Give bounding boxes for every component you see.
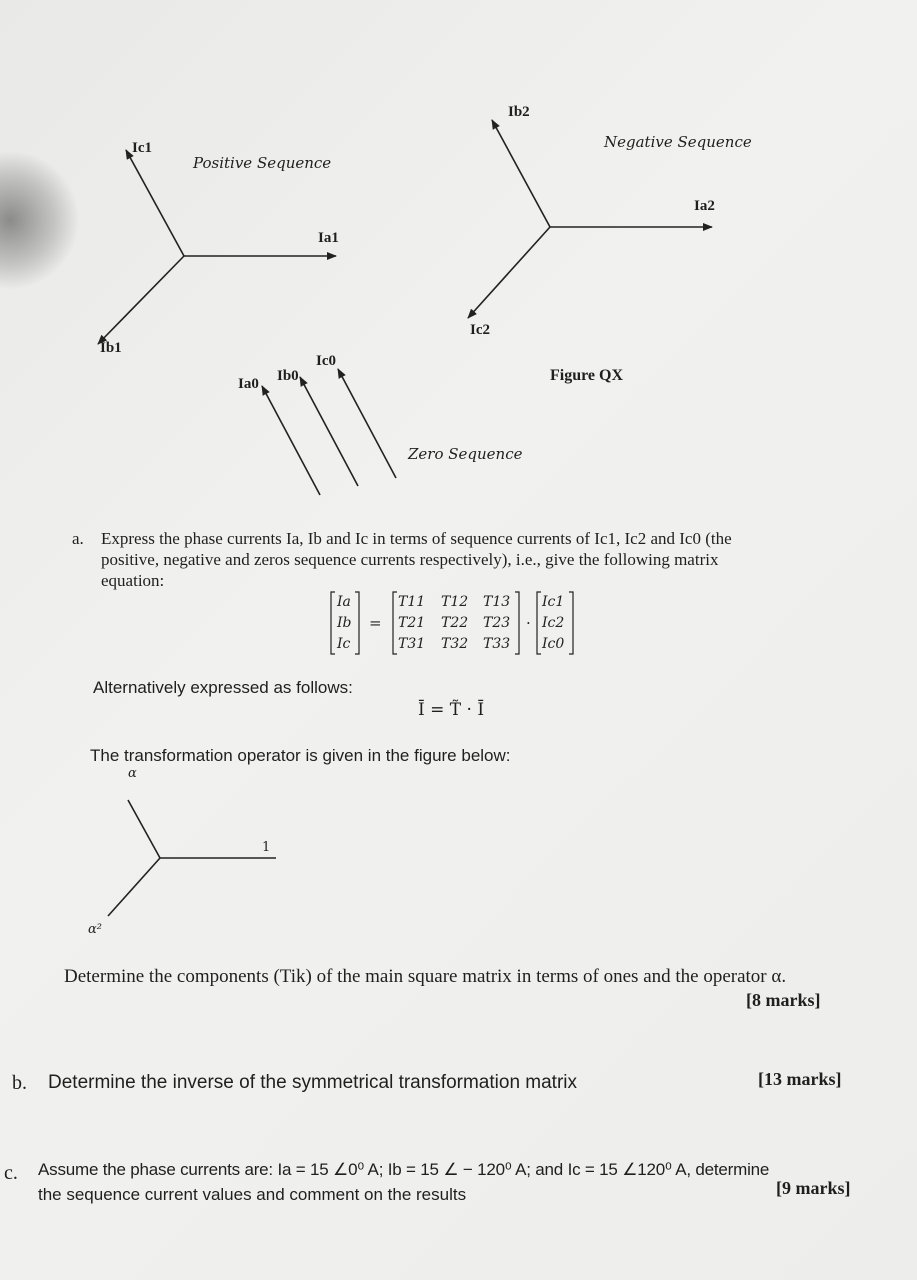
operator-alpha2-label: α² (88, 922, 102, 937)
zero-sequence-title: Zero Sequence (408, 445, 523, 463)
label-ia0: Ia0 (238, 376, 259, 392)
ib1-arrow (98, 256, 184, 344)
part-c-letter: c. (4, 1162, 18, 1184)
ia0-arrow (262, 386, 320, 495)
rhs-ic1: Ic1 (542, 594, 565, 610)
ic0-arrow (338, 369, 396, 478)
positive-sequence-title: Positive Sequence (193, 154, 332, 172)
lhs-ib: Ib (337, 615, 352, 631)
part-c-marks: [9 marks] (776, 1178, 851, 1198)
part-a-marks: [8 marks] (746, 990, 821, 1010)
operator-one-label: 1 (262, 840, 271, 855)
svg-text:·: · (526, 614, 531, 632)
t12: T12 (441, 594, 469, 610)
matrix-equation (325, 588, 585, 660)
label-ia1: Ia1 (318, 230, 339, 246)
part-c-line2: the sequence current values and comment on the results (38, 1185, 467, 1204)
label-ic2: Ic2 (470, 322, 490, 338)
t23: T23 (483, 615, 511, 631)
negative-sequence-title: Negative Sequence (604, 133, 752, 151)
zero-sequence-phasors (262, 369, 396, 495)
t11: T11 (398, 594, 426, 610)
t32: T32 (441, 636, 469, 652)
t21: T21 (398, 615, 426, 631)
operator-text: The transformation operator is given in the figure below: (90, 746, 511, 765)
lhs-ic: Ic (337, 636, 351, 652)
part-b-text: Determine the inverse of the symmetrical transformation matrix (48, 1072, 578, 1093)
figure-caption: Figure QX (550, 367, 624, 384)
alpha-line (128, 800, 160, 858)
label-ib1: Ib1 (100, 340, 122, 356)
part-a-question: Determine the components (Tik) of the main square matrix in terms of ones and the operator α. (64, 966, 787, 987)
part-a-line2: positive, negative and zeros sequence currents respectively), i.e., give the following matrix (101, 550, 719, 569)
rhs-ic0: Ic0 (542, 636, 565, 652)
label-ic0: Ic0 (316, 353, 336, 369)
operator-phasors (108, 800, 276, 916)
rhs-ic2: Ic2 (542, 615, 565, 631)
lhs-ia: Ia (337, 594, 351, 610)
ic2-arrow (468, 227, 550, 318)
label-ib0: Ib0 (277, 368, 299, 384)
alpha2-line (108, 858, 160, 916)
t13: T13 (483, 594, 511, 610)
alternative-text: Alternatively expressed as follows: (93, 678, 353, 697)
part-a-letter: a. (72, 529, 84, 548)
part-a-line3: equation: (101, 571, 165, 590)
positive-sequence-phasors (98, 150, 336, 344)
part-b-letter: b. (12, 1072, 27, 1094)
label-ic1: Ic1 (132, 140, 152, 156)
label-ia2: Ia2 (694, 198, 715, 214)
t22: T22 (441, 615, 469, 631)
t31: T31 (398, 636, 426, 652)
svg-text:=: = (369, 614, 382, 632)
ib0-arrow (300, 377, 358, 486)
t33: T33 (483, 636, 511, 652)
part-a-line1: Express the phase currents Ia, Ib and Ic in terms of sequence currents of Ic1, Ic2 and Ic0 (the (101, 529, 732, 548)
alternative-equation: Ī = T̃ · Ī (418, 700, 485, 720)
label-ib2: Ib2 (508, 104, 530, 120)
part-c-line1: Assume the phase currents are: Ia = 15 ∠0⁰ A; Ib = 15 ∠ − 120⁰ A; and Ic = 15 ∠120⁰ A, determine (38, 1160, 770, 1179)
operator-alpha-label: α (128, 766, 137, 781)
part-b-marks: [13 marks] (758, 1069, 842, 1089)
ic1-arrow (126, 150, 184, 256)
ib2-arrow (492, 120, 550, 227)
